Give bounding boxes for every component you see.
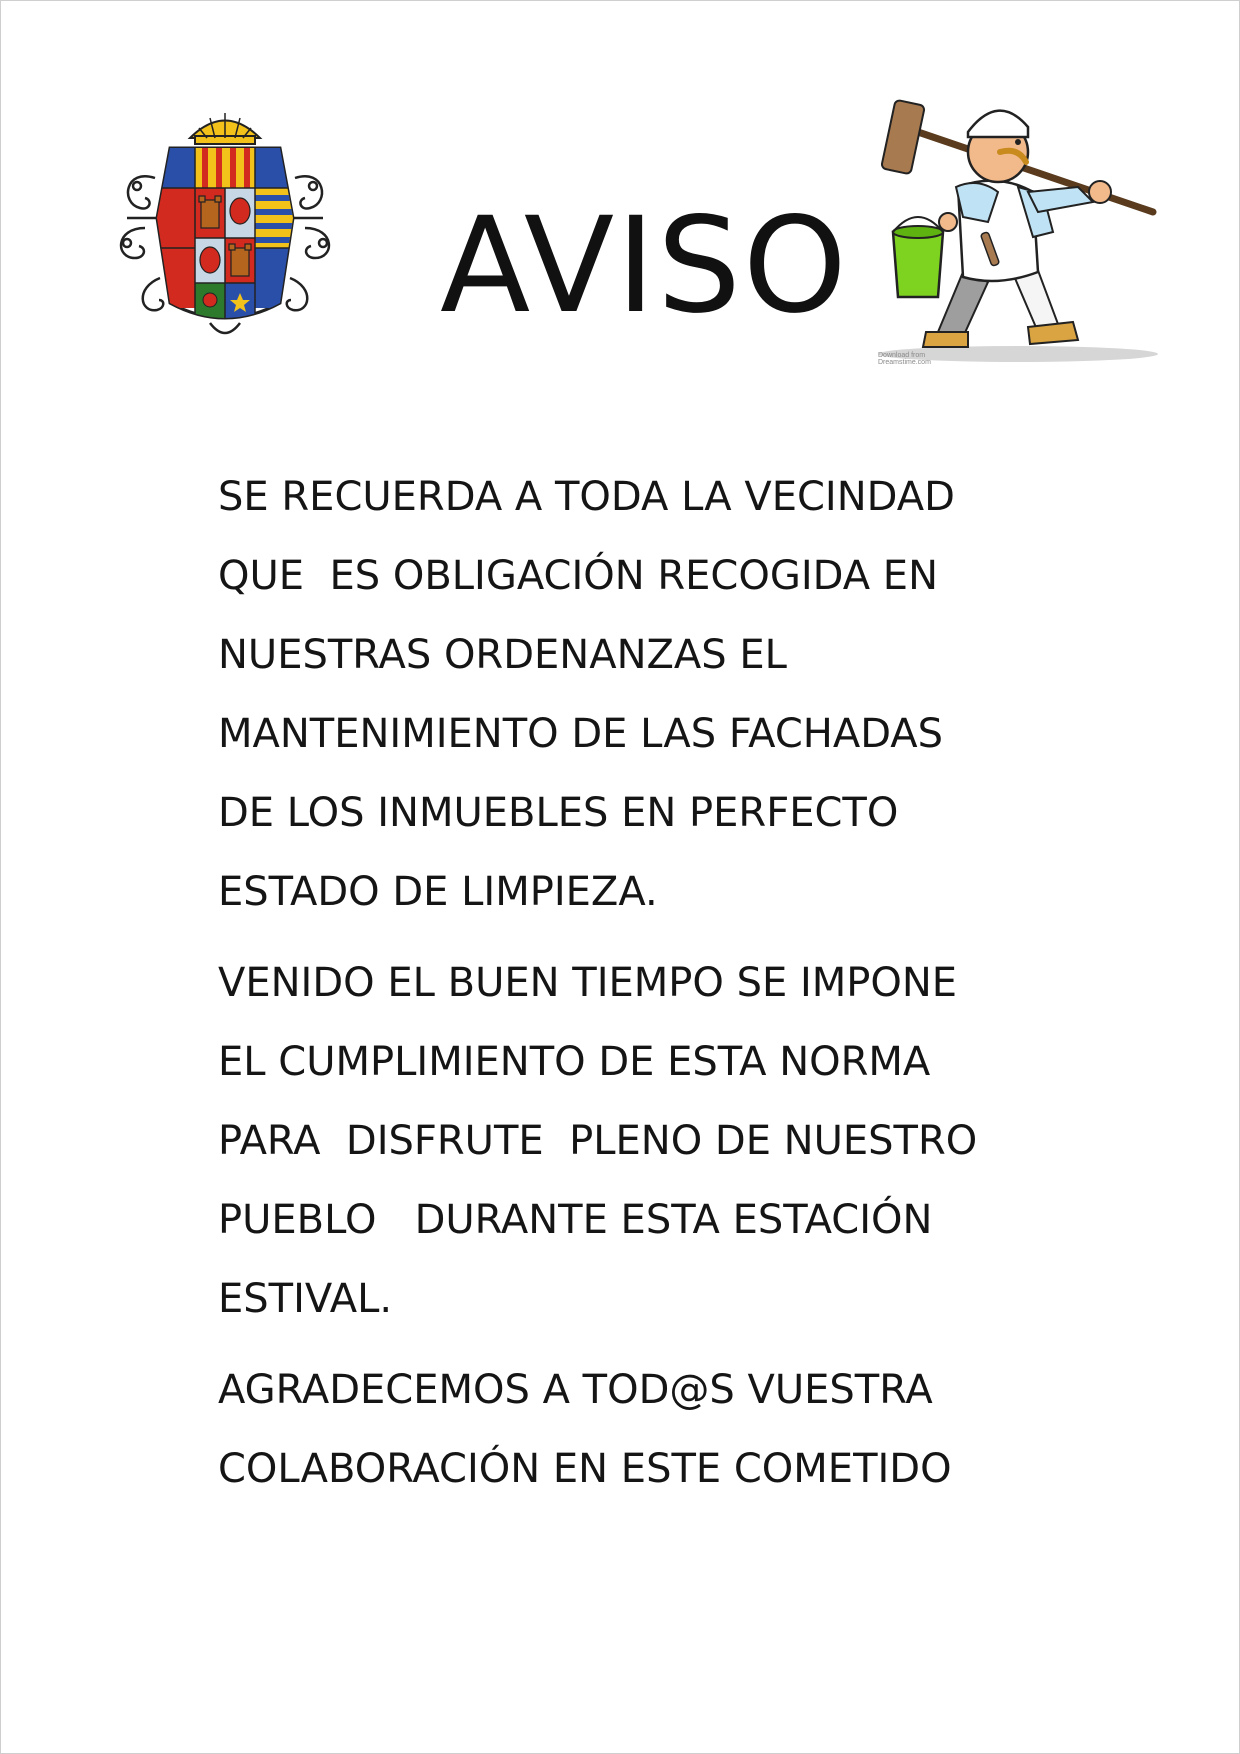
paragraph-line: ESTIVAL.: [218, 1276, 393, 1322]
cartoon-painter-icon: [868, 92, 1168, 374]
paragraph-line: DE LOS INMUEBLES EN PERFECTO: [218, 790, 899, 836]
paragraph-3: [218, 1351, 1098, 1509]
paragraph-line: SE RECUERDA A TODA LA VECINDAD: [218, 474, 955, 520]
watermark-line-1: Download from: [878, 352, 926, 359]
paragraph-line: QUE ES OBLIGACIÓN RECOGIDA EN: [218, 553, 938, 599]
paragraph-line: PARA DISFRUTE PLENO DE NUESTRO: [218, 1118, 978, 1164]
municipal-coat-of-arms-icon: [115, 108, 335, 343]
paragraph-1: [218, 458, 1098, 932]
notice-body: [218, 458, 1098, 1521]
paragraph-line: MANTENIMIENTO DE LAS FACHADAS: [218, 711, 944, 757]
paragraph-line: AGRADECEMOS A TOD@S VUESTRA: [218, 1367, 933, 1413]
paragraph-line: NUESTRAS ORDENANZAS EL: [218, 632, 787, 678]
paragraph-line: EL CUMPLIMIENTO DE ESTA NORMA: [218, 1039, 931, 1085]
paragraph-line: PUEBLO DURANTE ESTA ESTACIÓN: [218, 1197, 933, 1243]
paragraph-line: ESTADO DE LIMPIEZA.: [218, 869, 658, 915]
notice-title: AVISO: [440, 189, 849, 343]
dreamstime-watermark: [878, 352, 931, 366]
paragraph-2: [218, 944, 1098, 1339]
paragraph-line: COLABORACIÓN EN ESTE COMETIDO: [218, 1446, 952, 1492]
watermark-line-2: Dreamstime.com: [878, 359, 931, 366]
paragraph-line: VENIDO EL BUEN TIEMPO SE IMPONE: [218, 960, 958, 1006]
